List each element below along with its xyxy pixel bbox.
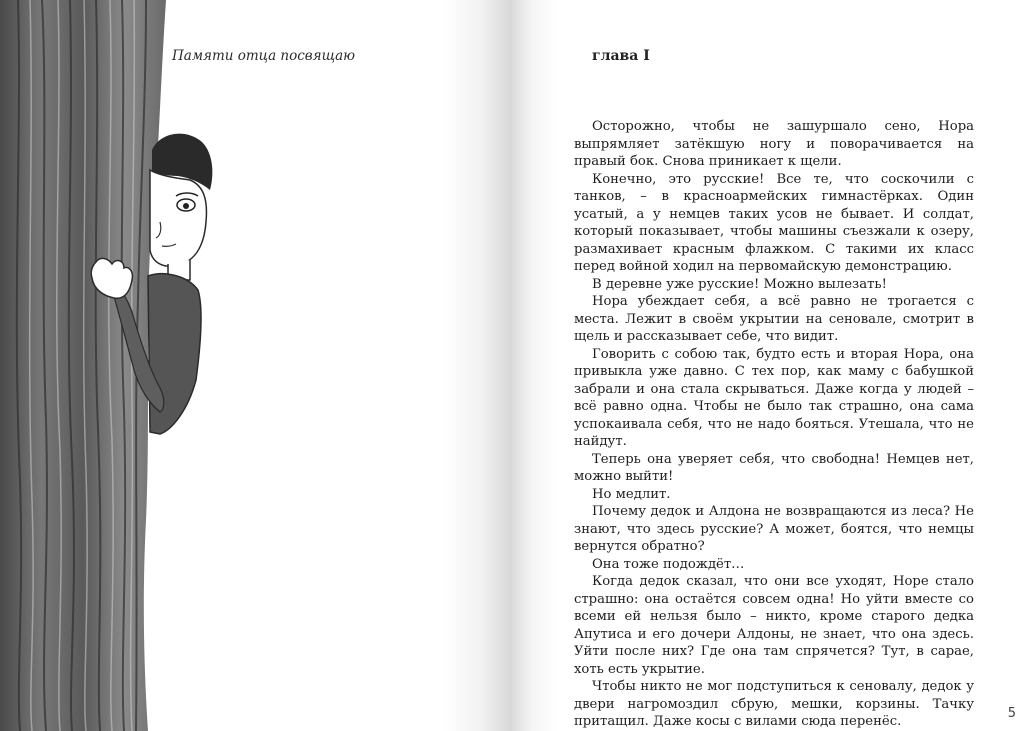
- paragraph: Осторожно, чтобы не зашуршало сено, Нора выпрямляет затёкшую ногу и поворачивается на правый бок. Снова приникает к щели.: [574, 119, 974, 169]
- boy-body: [148, 274, 201, 434]
- gutter-shadow-right: [512, 0, 557, 731]
- chapter-title: глава I: [592, 48, 650, 64]
- paragraph: Нора убеждает себя, а всё равно не трогается с места. Лежит в своём укрытии на сеновале, смотрит в щель и рассказывает себе, что видит.: [574, 294, 974, 344]
- boy-hiding-behind-tree-illustration: [0, 0, 260, 731]
- paragraph: Конечно, это русские! Все те, что соскочили с танков, – в красноармейских гимнастёрках. Один усатый, а у немцев таких усов не бывает. И солдат, который показывает, чтобы машины съезжали к озеру, размахивает красным флажком. С такими их класс перед войной ходил на первомайскую демонстрацию.: [574, 171, 974, 274]
- dedication: Памяти отца посвящаю: [172, 48, 356, 64]
- paragraph: Почему дедок и Алдона не возвращаются из леса? Не знают, что здесь русские? А может, боятся, что немцы вернутся обратно?: [574, 504, 974, 554]
- paragraph: Теперь она уверяет себя, что свободна! Немцев нет, можно выйти!: [574, 451, 974, 484]
- page-number: 5: [1007, 706, 1016, 721]
- paragraph: Она тоже подождёт…: [592, 556, 745, 572]
- paragraph: Чтобы никто не мог подступиться к сеновалу, дедок у двери нагромоздил сбрую, мешки, корзины. Тачку притащил. Даже косы с вилами сюда перенёс.: [574, 679, 974, 729]
- chapter-body: [574, 118, 974, 731]
- paragraph: Но медлит.: [592, 486, 671, 502]
- boy-face: [150, 170, 206, 266]
- gutter-shadow-left: [442, 0, 512, 731]
- paragraph: Говорить с собою так, будто есть и вторая Нора, она привыкла уже давно. С тех пор, как маму с бабушкой забрали и она стала скрываться. Даже когда у людей – всё равно одна. Чтобы не было так страшно, она сама успокаивала себя, что не надо бояться. Утешала, что не найдут.: [574, 346, 974, 449]
- right-page: [512, 0, 1024, 731]
- paragraph: Когда дедок сказал, что они все уходят, Норе стало страшно: она остаётся совсем одна! Но уйти вместе со всеми ей нельзя было – никто, кроме старого дедка Апутиса и его дочери Алдоны, не знает, что она здесь. Уйти после них? Где она там спрячется? Тут, в сарае, хоть есть укрытие.: [574, 574, 974, 677]
- paragraph: В деревне уже русские! Можно вылезать!: [592, 276, 887, 292]
